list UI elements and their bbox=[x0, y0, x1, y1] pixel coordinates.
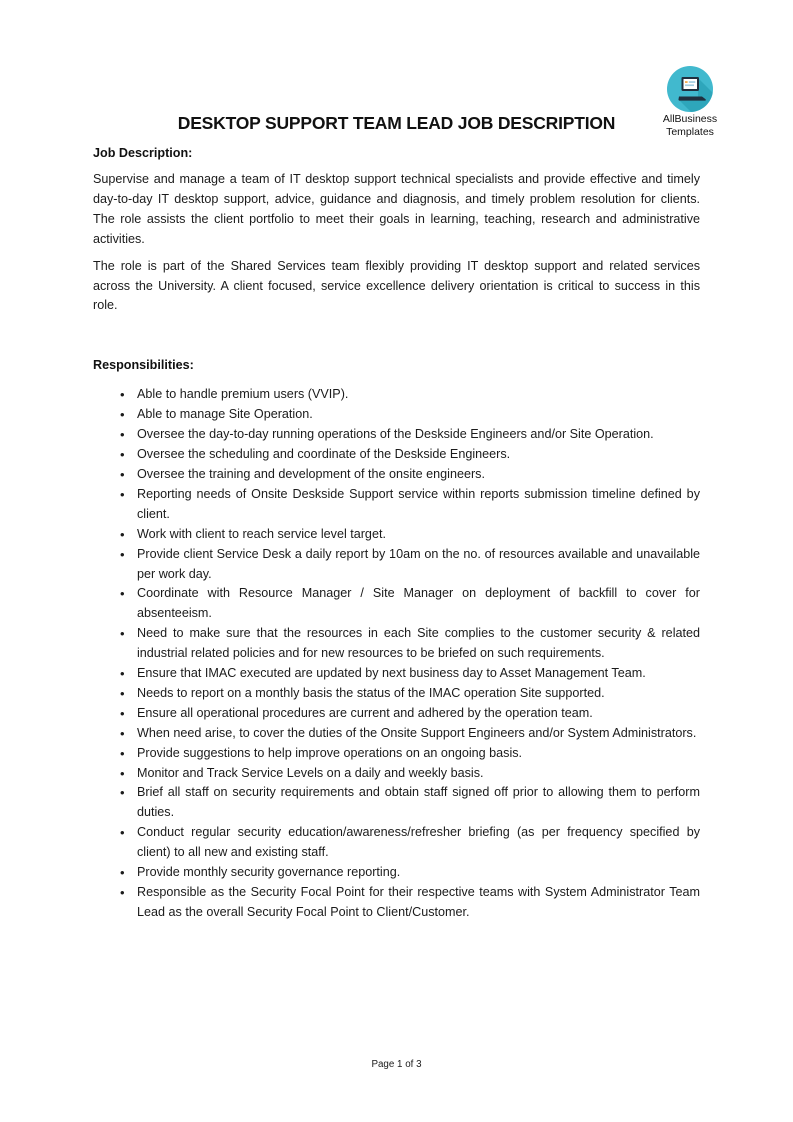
allbusiness-logo bbox=[656, 66, 724, 138]
list-item: • Able to manage Site Operation. bbox=[137, 405, 700, 425]
list-item: • Ensure all operational procedures are current and adhered by the operation team. bbox=[137, 704, 700, 724]
list-item: • Able to handle premium users (VVIP). bbox=[137, 385, 700, 405]
list-item: • When need arise, to cover the duties of the Onsite Support Engineers and/or System Administrators. bbox=[137, 724, 700, 744]
logo-text-line2: Templates bbox=[666, 125, 714, 138]
laptop-icon bbox=[667, 66, 713, 112]
list-item: • Need to make sure that the resources in each Site complies to the customer security & related industrial related policies and for new resources to be briefed on such requirements. bbox=[137, 624, 700, 664]
list-item: • Monitor and Track Service Levels on a daily and weekly basis. bbox=[137, 764, 700, 784]
paragraph: Supervise and manage a team of IT desktop support technical specialists and provide effective and timely day-to-day IT desktop support, advice, guidance and diagnosis, and timely problem resolution for clients. The role assists the client portfolio to meet their goals in learning, teaching, research and administrative activities. bbox=[93, 172, 700, 246]
list-item: • Provide monthly security governance reporting. bbox=[137, 863, 700, 883]
paragraph: The role is part of the Shared Services team flexibly providing IT desktop support and related services across the University. A client focused, service excellence delivery orientation is critical to success in this role. bbox=[93, 258, 700, 313]
list-item: • Oversee the day-to-day running operations of the Deskside Engineers and/or Site Operation. bbox=[137, 425, 700, 445]
list-item: • Coordinate with Resource Manager / Site Manager on deployment of backfill to cover for absenteeism. bbox=[137, 584, 700, 624]
job-description-section bbox=[0, 143, 793, 316]
responsibilities-list bbox=[93, 385, 700, 922]
logo-text-line1: AllBusiness bbox=[662, 113, 718, 125]
list-item: • Needs to report on a monthly basis the status of the IMAC operation Site supported. bbox=[137, 684, 700, 704]
list-item: • Ensure that IMAC executed are updated by next business day to Asset Management Team. bbox=[137, 664, 700, 684]
page-title: DESKTOP SUPPORT TEAM LEAD JOB DESCRIPTION bbox=[177, 113, 616, 133]
list-item: • Provide client Service Desk a daily report by 10am on the no. of resources available and unavailable per work day. bbox=[137, 545, 700, 585]
page-footer bbox=[0, 1058, 793, 1071]
job-description-paragraphs bbox=[93, 170, 700, 316]
responsibilities-heading: Responsibilities: bbox=[93, 358, 194, 373]
list-item: • Conduct regular security education/awareness/refresher briefing (as per frequency specified by client) to all new and existing staff. bbox=[137, 823, 700, 863]
list-item: • Oversee the training and development of the onsite engineers. bbox=[137, 465, 700, 485]
logo-text bbox=[656, 113, 724, 138]
list-item: • Reporting needs of Onsite Deskside Support service within reports submission timeline defined by client. bbox=[137, 485, 700, 525]
responsibilities-section bbox=[0, 355, 793, 922]
list-item: • Oversee the scheduling and coordinate of the Deskside Engineers. bbox=[137, 445, 700, 465]
job-description-heading: Job Description: bbox=[93, 146, 193, 160]
list-item: • Responsible as the Security Focal Point for their respective teams with System Administrator Team Lead as the overall Security Focal Point to Client/Customer. bbox=[137, 883, 700, 923]
page-number: Page 1 of 3 bbox=[371, 1059, 422, 1070]
list-item: • Work with client to reach service level target. bbox=[137, 525, 700, 545]
list-item: • Brief all staff on security requirements and obtain staff signed off prior to allowing them to perform duties. bbox=[137, 783, 700, 823]
list-item: • Provide suggestions to help improve operations on an ongoing basis. bbox=[137, 744, 700, 764]
